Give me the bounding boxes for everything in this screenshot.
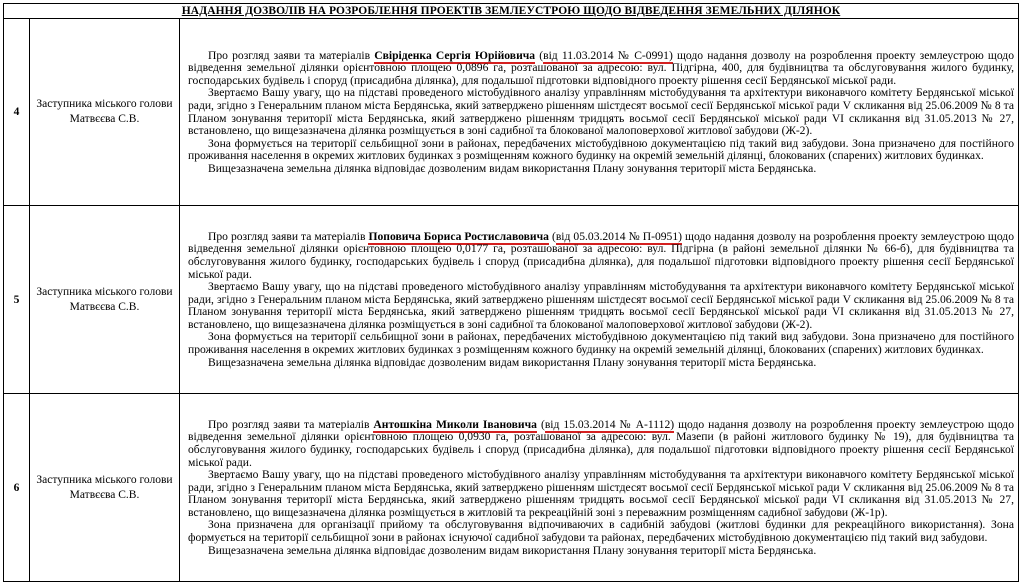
table-row: [4, 19, 1019, 206]
zone-paragraph: Зона формується на території сельбищної зони в районах, передбачених містобудівною документацією під такий вид забудови. Зона призначено для постійного проживання населення в окремих житлових будинках з розміщенням кожного будинку на окремій земельній ділянці, блокованих (спарених) житлових будинках.: [188, 136, 1014, 163]
row-text: [180, 394, 1019, 582]
row-text: [180, 19, 1019, 206]
registration-number: від 11.03.2014 № С-0991): [543, 48, 673, 62]
conclusion-paragraph: Вищезазначена земельна ділянка відповідає дозволеним видам використання Плану зонування території міста Бердянська.: [208, 161, 817, 175]
analysis-paragraph: Звертаємо Вашу увагу, що на підставі проведеного містобудівного аналізу управлінням містобудування та архітектури виконавчого комітету Бердянської міської ради, згідно з Генеральним планом міста Бердянська, який затверджено рішенням шістдесят восьмої сесії Бердянської міської ради V скликання від 25.06.2009 № 8 та Планом зонування території міста Бердянська, який затверджено рішенням тридцять восьмої сесії Бердянської міської ради VI скликання від 31.05.2013 № 27, встановлено, що вищезазначена ділянка розміщується в житловій та рекреаційній зоні з переважним розміщенням садибної забудови (Ж-1р).: [188, 468, 1014, 519]
registration-number: від 05.03.2014 № П-0951): [555, 229, 683, 243]
table-title: НАДАННЯ ДОЗВОЛІВ НА РОЗРОБЛЕННЯ ПРОЕКТІВ ЗЕМЛЕУСТРОЮ ЩОДО ВІДВЕДЕННЯ ЗЕМЕЛЬНИХ ДІЛЯНОК: [4, 4, 1019, 19]
applicant-name: Поповича Бориса Ростиславовича: [368, 229, 549, 243]
registration-number: від 15.03.2014 № А-1112): [544, 417, 675, 431]
zone-paragraph: Зона формується на території сельбищної зони в районах, передбачених містобудівною документацією під такий вид забудови. Зона призначено для постійного проживання населення в окремих житлових будинках з розміщенням кожного будинку на окремій земельній ділянці, блокованих (спарених) житлових будинках.: [188, 330, 1014, 357]
row-number: 6: [4, 394, 30, 582]
row-number: 4: [4, 19, 30, 206]
intro-paragraph: Про розгляд заяви та матеріалів Поповича Бориса Ростиславовича (від 05.03.2014 № П-0951) щодо надання дозволу на розроблення проекту землеустрою щодо відведення земельної ділянки орієнтовною площею 0,0177 га, розташованої за адресою: вул. Підгірна (в районі земельної ділянки № 66-б), для будівництва та обслуговування жилого будинку, господарських будівель і споруд (присадибна ділянка), для подальшої підготовки відповідного проекту рішення сесії Бердянської міської ради.: [188, 229, 1014, 281]
table-row: [4, 206, 1019, 394]
responsible-person: Заступника міського голови Матвєєва С.В.: [30, 206, 180, 394]
zone-paragraph: Зона призначена для організації прийому та обслуговування відпочиваючих в садибній забудові (житлові будинки для рекреаційного використання). Зона формується на території сельбищної зони в районах існуючої садибної забудови та районах, передбачених містобудівною документацією під такий вид забудови.: [188, 518, 1014, 545]
permits-table: [3, 3, 1019, 582]
analysis-paragraph: Звертаємо Вашу увагу, що на підставі проведеного містобудівного аналізу управлінням містобудування та архітектури виконавчого комітету Бердянської міської ради, згідно з Генеральним планом міста Бердянська, який затверджено рішенням шістдесят восьмої сесії Бердянської міської ради V скликання від 25.06.2009 № 8 та Планом зонування території міста Бердянська, який затверджено рішенням тридцять восьмої сесії Бердянської міської ради VI скликання від 31.05.2013 № 27, встановлено, що вищезазначена ділянка розміщується в зоні садибної та блокованої малоповерхової житлової забудови (Ж-2).: [188, 86, 1014, 138]
analysis-paragraph: Звертаємо Вашу увагу, що на підставі проведеного містобудівного аналізу управлінням містобудування та архітектури виконавчого комітету Бердянської міської ради, згідно з Генеральним планом міста Бердянська, який затверджено рішенням шістдесят восьмої сесії Бердянської міської ради V скликання від 25.06.2009 № 8 та Планом зонування території міста Бердянська, який затверджено рішенням тридцять восьмої сесії Бердянської міської ради VI скликання від 31.05.2013 № 27, встановлено, що вищезазначена ділянка розміщується в зоні садибної та блокованої малоповерхової житлової забудови (Ж-2).: [188, 280, 1014, 331]
responsible-person: Заступника міського голови Матвєєва С.В.: [30, 394, 180, 582]
table-row: [4, 394, 1019, 582]
intro-paragraph: Про розгляд заяви та матеріалів Антошкіна Миколи Івановича (від 15.03.2014 № А-1112) щодо надання дозволу на розроблення проекту землеустрою щодо відведення земельної ділянки орієнтовною площею 0,0930 га, розташованої за адресою: вул. Мазепи (в районі житлового будинку № 19), для будівництва та обслуговування жилого будинку, господарських будівель і споруд (присадибна ділянка), для подальшої підготовки відповідного проекту рішення сесії Бердянської міської ради.: [188, 417, 1014, 469]
applicant-name: Свіріденка Сергія Юрійовича: [374, 48, 536, 62]
conclusion-paragraph: Вищезазначена земельна ділянка відповідає дозволеним видам використання Плану зонування території міста Бердянська.: [208, 543, 817, 557]
row-number: 5: [4, 206, 30, 394]
responsible-person: Заступника міського голови Матвєєва С.В.: [30, 19, 180, 206]
intro-paragraph: Про розгляд заяви та матеріалів Свіріденка Сергія Юрійовича (від 11.03.2014 № С-0991) щодо надання дозволу на розроблення проекту землеустрою щодо відведення земельної ділянки орієнтовною площею 0,0896 га, розташованої за адресою: вул. Підгірна, 400, для будівництва та обслуговування жилого будинку, господарських будівель і споруд (присадибна ділянка), для подальшої підготовки відповідного проекту рішення сесії Бердянської міської ради.: [188, 48, 1015, 87]
conclusion-paragraph: Вищезазначена земельна ділянка відповідає дозволеним видам використання Плану зонування території міста Бердянська.: [208, 355, 817, 369]
table-title-row: [4, 4, 1019, 19]
applicant-name: Антошкіна Миколи Івановича: [373, 417, 537, 431]
row-text: [180, 206, 1019, 394]
